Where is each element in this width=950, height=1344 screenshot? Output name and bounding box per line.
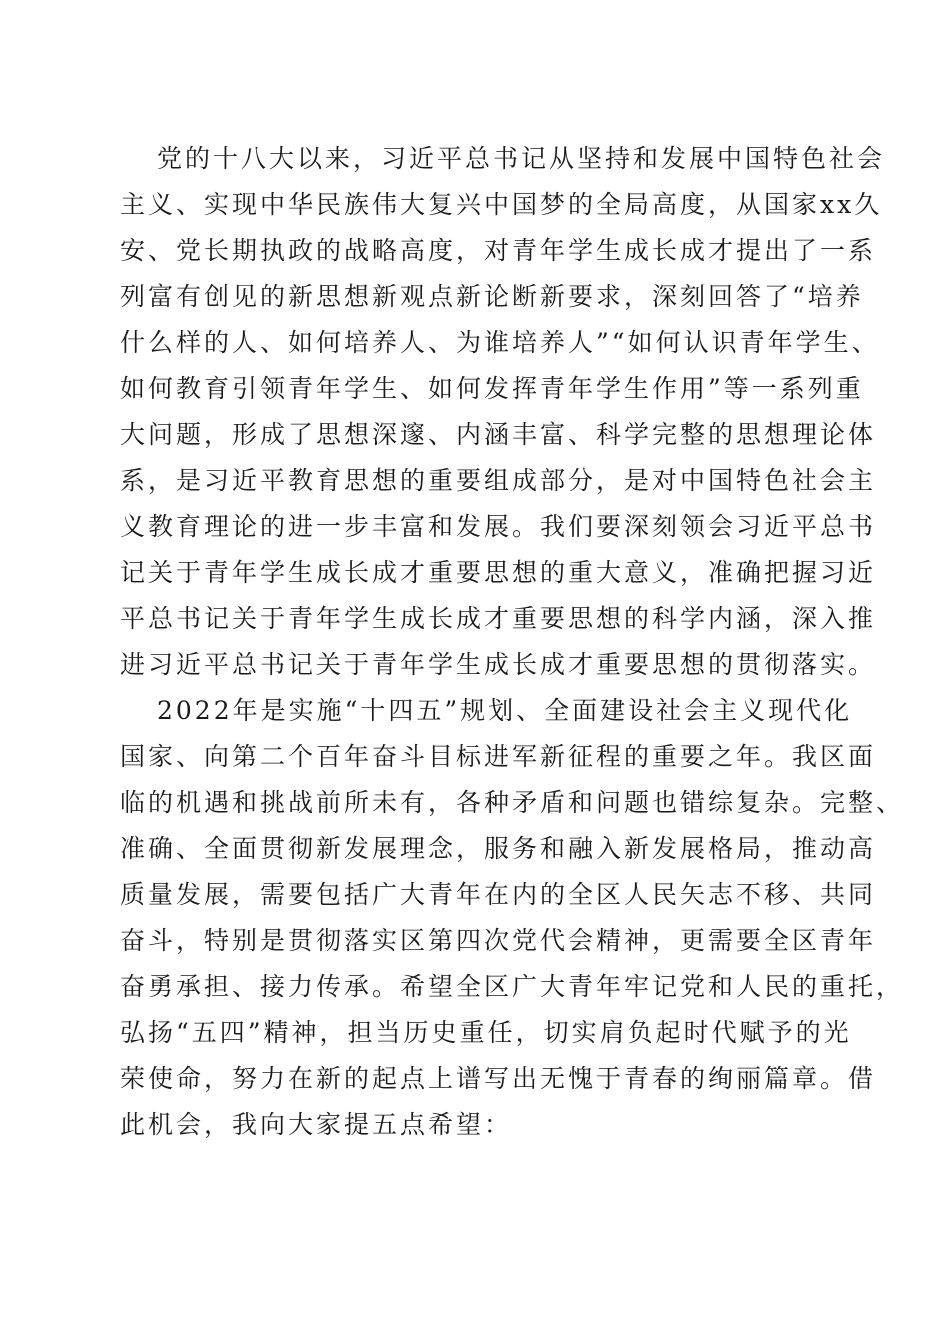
paragraph-line: 大问题，形成了思想深邃、内涵丰富、科学完整的思想理论体 <box>120 420 877 449</box>
paragraph-line: 义教育理论的进一步丰富和发展。我们要深刻领会习近平总书 <box>120 512 877 541</box>
paragraph-line: 列富有创见的新思想新观点新论断新要求，深刻回答了“培养 <box>120 282 864 311</box>
paragraph-line: 此机会，我向大家提五点希望： <box>120 1110 513 1139</box>
paragraph-line: 主义、实现中华民族伟大复兴中国梦的全局高度，从国家xx久 <box>120 190 883 219</box>
paragraph-line: 安、党长期执政的战略高度，对青年学生成长成才提出了一系 <box>120 236 877 265</box>
paragraph-line: 奋斗，特别是贯彻落实区第四次党代会精神，更需要全区青年 <box>120 926 877 955</box>
paragraph-line: 进习近平总书记关于青年学生成长成才重要思想的贯彻落实。 <box>120 650 877 679</box>
paragraph-line: 弘扬“五四”精神，担当历史重任，切实肩负起时代赋予的光 <box>120 1018 852 1047</box>
paragraph-line: 质量发展，需要包括广大青年在内的全区人民矢志不移、共同 <box>120 880 877 909</box>
paragraph-line: 2022年是实施“十四五”规划、全面建设社会主义现代化 <box>157 696 853 725</box>
paragraph-line: 荣使命，努力在新的起点上谱写出无愧于青春的绚丽篇章。借 <box>120 1064 877 1093</box>
paragraph-line: 系，是习近平教育思想的重要组成部分，是对中国特色社会主 <box>120 466 877 495</box>
paragraph-line: 平总书记关于青年学生成长成才重要思想的科学内涵，深入推 <box>120 604 877 633</box>
paragraph-1 <box>120 136 886 688</box>
paragraph-line: 记关于青年学生成长成才重要思想的重大意义，准确把握习近 <box>120 558 877 587</box>
paragraph-2 <box>120 688 905 1148</box>
paragraph-line: 什么样的人、如何培养人、为谁培养人”“如何认识青年学生、 <box>120 328 880 357</box>
paragraph-line: 准确、全面贯彻新发展理念，服务和融入新发展格局，推动高 <box>120 834 877 863</box>
paragraph-line: 党的十八大以来，习近平总书记从坚持和发展中国特色社会 <box>157 144 886 173</box>
paragraph-line: 临的机遇和挑战前所未有，各种矛盾和问题也错综复杂。完整、 <box>120 788 905 817</box>
paragraph-line: 如何教育引领青年学生、如何发挥青年学生作用”等一系列重 <box>120 374 864 403</box>
document-body <box>120 136 905 1148</box>
paragraph-line: 国家、向第二个百年奋斗目标进军新征程的重要之年。我区面 <box>120 742 877 771</box>
paragraph-line: 奋勇承担、接力传承。希望全区广大青年牢记党和人民的重托， <box>120 972 905 1001</box>
